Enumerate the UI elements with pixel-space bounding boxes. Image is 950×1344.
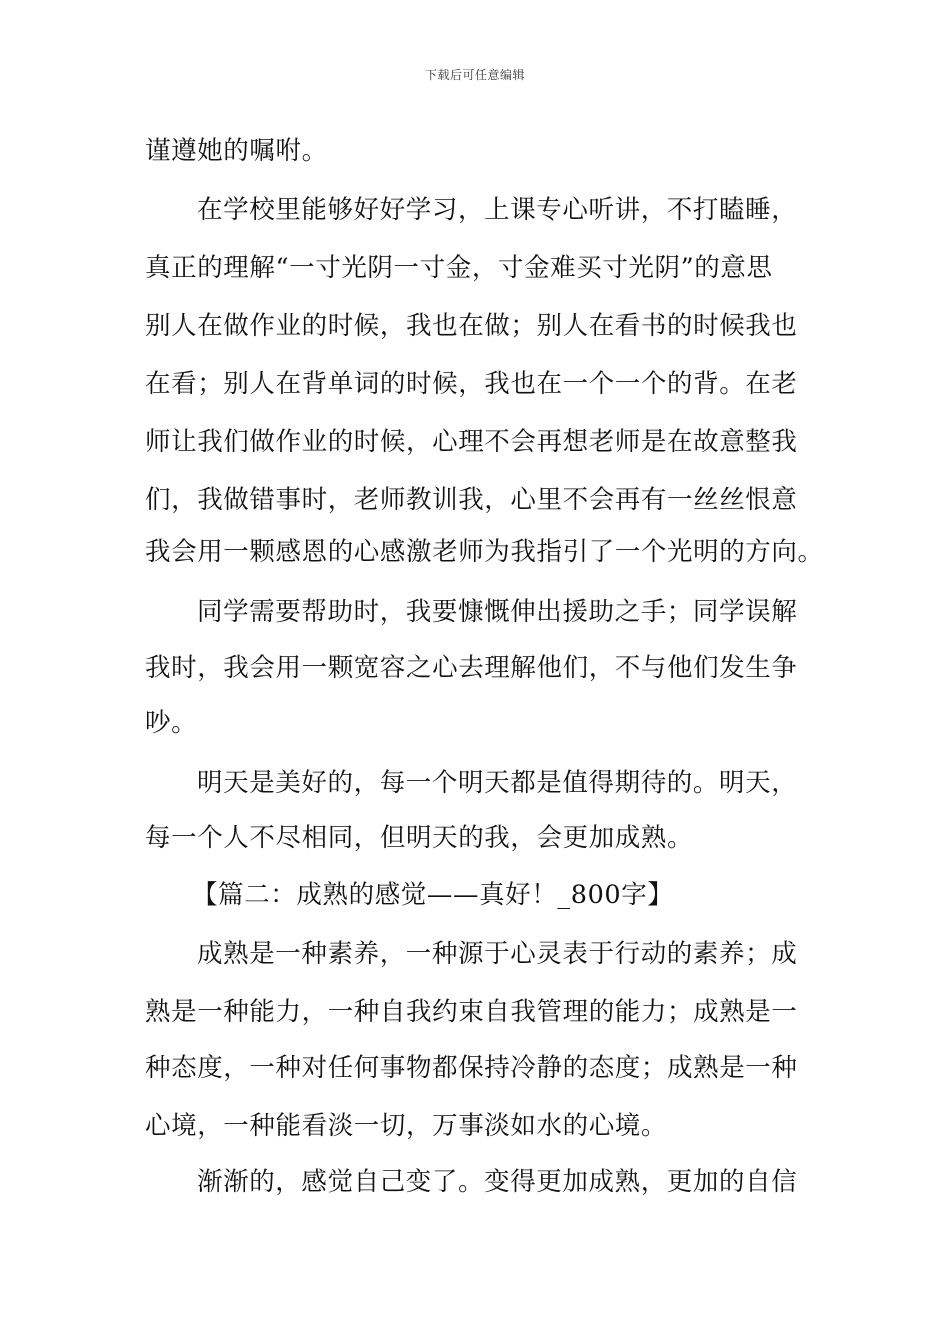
page-header: 下载后可任意编辑 bbox=[424, 68, 525, 82]
text-line: 们，我做错事时，老师教训我，心里不会再有一丝丝恨意 bbox=[145, 485, 798, 515]
text-line: 我时，我会用一颗宽容之心去理解他们，不与他们发生争 bbox=[145, 653, 798, 683]
paragraph-first-line: 明天是美好的，每一个明天都是值得期待的。明天， bbox=[197, 768, 798, 798]
paragraph-first-line: 在学校里能够好好学习，上课专心听讲，不打瞌睡， bbox=[197, 195, 798, 225]
text-line: 师让我们做作业的时候，心理不会再想老师是在故意整我 bbox=[145, 427, 798, 457]
text-line: 谨遵她的嘱咐。 bbox=[145, 136, 328, 166]
text-line: 种态度，一种对任何事物都保持冷静的态度；成熟是一种 bbox=[145, 1053, 798, 1083]
text-line: 我会用一颗感恩的心感激老师为我指引了一个光明的方向。 bbox=[145, 537, 824, 567]
paragraph-first-line: 同学需要帮助时，我要慷慨伸出援助之手；同学误解 bbox=[197, 597, 798, 627]
section-heading: 【篇二：成熟的感觉——真好！_800字】 bbox=[192, 880, 674, 910]
paragraph-first-line: 成熟是一种素养，一种源于心灵表于行动的素养；成 bbox=[197, 939, 798, 969]
text-line: 真正的理解“一寸光阴一寸金，寸金难买寸光阴”的意思 bbox=[145, 253, 773, 283]
paragraph-first-line: 渐渐的，感觉自己变了。变得更加成熟，更加的自信 bbox=[197, 1167, 798, 1197]
text-line: 熟是一种能力，一种自我约束自我管理的能力；成熟是一 bbox=[145, 997, 798, 1027]
text-line: 心境，一种能看淡一切，万事淡如水的心境。 bbox=[145, 1111, 668, 1141]
text-line: 在看；别人在背单词的时候，我也在一个一个的背。在老 bbox=[145, 369, 798, 399]
text-line: 别人在做作业的时候，我也在做；别人在看书的时候我也 bbox=[145, 311, 798, 341]
text-line: 每一个人不尽相同，但明天的我，会更加成熟。 bbox=[145, 823, 694, 853]
text-line: 吵。 bbox=[145, 708, 198, 738]
